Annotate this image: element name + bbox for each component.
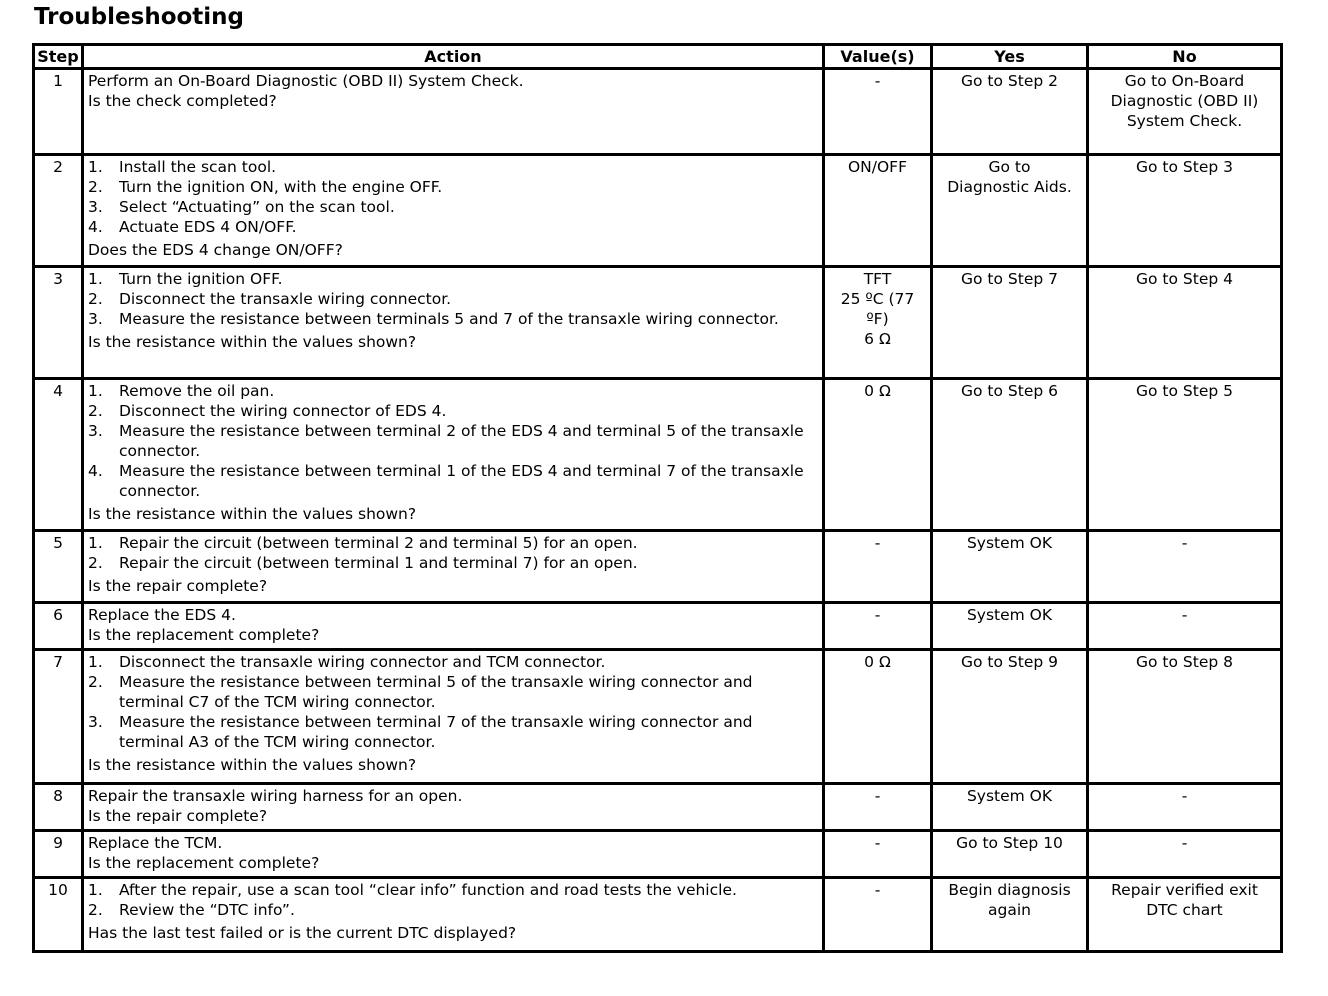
table-row bbox=[34, 155, 1282, 267]
values-cell bbox=[824, 267, 932, 379]
action-intro: Replace the EDS 4. bbox=[88, 606, 236, 624]
list-item bbox=[88, 553, 818, 573]
table-row bbox=[34, 784, 1282, 831]
list-item-text: After the repair, use a scan tool “clear info” function and road tests the vehicle. bbox=[119, 881, 737, 899]
header-step: Step bbox=[34, 45, 83, 69]
values-cell bbox=[824, 831, 932, 878]
list-item bbox=[88, 672, 818, 712]
yes-line: System OK bbox=[966, 606, 1053, 624]
table-row bbox=[34, 267, 1282, 379]
list-item-number: 1. bbox=[88, 382, 103, 400]
list-item-number: 3. bbox=[88, 422, 103, 440]
yes-cell bbox=[932, 155, 1088, 267]
step-cell: 2 bbox=[34, 155, 83, 267]
list-item-number: 4. bbox=[88, 218, 103, 236]
action-intro: Replace the TCM. bbox=[88, 834, 223, 852]
table-row bbox=[34, 831, 1282, 878]
list-item-number: 2. bbox=[88, 554, 103, 572]
yes-cell bbox=[932, 603, 1088, 650]
step-cell: 8 bbox=[34, 784, 83, 831]
list-item bbox=[88, 289, 818, 309]
action-question: Does the EDS 4 change ON/OFF? bbox=[88, 241, 343, 259]
no-line: Go to On-Board bbox=[1124, 72, 1245, 90]
action-cell bbox=[83, 379, 824, 531]
list-item bbox=[88, 900, 818, 920]
yes-cell bbox=[932, 267, 1088, 379]
values-cell bbox=[824, 878, 932, 952]
list-item-text: Select “Actuating” on the scan tool. bbox=[119, 198, 395, 216]
action-steps-list bbox=[88, 880, 818, 920]
value-line: 25 ºC (77 bbox=[840, 290, 915, 308]
action-steps-list bbox=[88, 269, 818, 329]
list-item-number: 1. bbox=[88, 653, 103, 671]
list-item bbox=[88, 177, 818, 197]
table-row bbox=[34, 878, 1282, 952]
list-item-number: 1. bbox=[88, 270, 103, 288]
step-cell: 3 bbox=[34, 267, 83, 379]
step-cell: 10 bbox=[34, 878, 83, 952]
list-item-number: 3. bbox=[88, 198, 103, 216]
list-item-text: Repair the circuit (between terminal 2 and terminal 5) for an open. bbox=[119, 534, 638, 552]
action-question: Is the check completed? bbox=[88, 92, 277, 110]
troubleshooting-table bbox=[32, 43, 1283, 953]
header-values: Value(s) bbox=[824, 45, 932, 69]
table-row bbox=[34, 379, 1282, 531]
no-cell bbox=[1088, 69, 1282, 155]
yes-cell bbox=[932, 69, 1088, 155]
list-item-text: Disconnect the wiring connector of EDS 4. bbox=[119, 402, 447, 420]
yes-line: Go to Step 6 bbox=[961, 382, 1058, 400]
action-question: Is the resistance within the values shown? bbox=[88, 756, 417, 774]
list-item-text: Disconnect the transaxle wiring connector and TCM connector. bbox=[119, 653, 606, 671]
list-item bbox=[88, 157, 818, 177]
action-intro: Repair the transaxle wiring harness for an open. bbox=[88, 787, 463, 805]
yes-line: System OK bbox=[966, 787, 1053, 805]
list-item-text: Review the “DTC info”. bbox=[119, 901, 295, 919]
list-item-text: Remove the oil pan. bbox=[119, 382, 275, 400]
yes-line: Go to bbox=[988, 158, 1031, 176]
list-item bbox=[88, 652, 818, 672]
action-question: Has the last test failed or is the current DTC displayed? bbox=[88, 924, 517, 942]
step-cell: 5 bbox=[34, 531, 83, 603]
yes-line: System OK bbox=[966, 534, 1053, 552]
yes-cell bbox=[932, 878, 1088, 952]
value-line: - bbox=[874, 787, 881, 805]
list-item-text: Measure the resistance between terminals 5 and 7 of the transaxle wiring connector. bbox=[119, 310, 779, 328]
yes-cell bbox=[932, 531, 1088, 603]
list-item-text: Install the scan tool. bbox=[119, 158, 277, 176]
action-cell bbox=[83, 531, 824, 603]
step-cell: 9 bbox=[34, 831, 83, 878]
value-line: - bbox=[874, 606, 881, 624]
action-cell bbox=[83, 69, 824, 155]
action-question: Is the resistance within the values shown? bbox=[88, 333, 417, 351]
value-line: ON/OFF bbox=[847, 158, 908, 176]
list-item bbox=[88, 401, 818, 421]
header-action: Action bbox=[83, 45, 824, 69]
list-item bbox=[88, 421, 818, 461]
action-question: Is the replacement complete? bbox=[88, 626, 320, 644]
no-line: Go to Step 3 bbox=[1136, 158, 1233, 176]
value-line: 6 Ω bbox=[864, 330, 891, 348]
no-cell bbox=[1088, 155, 1282, 267]
list-item bbox=[88, 712, 818, 752]
step-cell: 1 bbox=[34, 69, 83, 155]
yes-line: again bbox=[988, 901, 1031, 919]
header-yes: Yes bbox=[932, 45, 1088, 69]
list-item bbox=[88, 461, 818, 501]
action-steps-list bbox=[88, 157, 818, 237]
list-item-number: 1. bbox=[88, 881, 103, 899]
action-steps-list bbox=[88, 533, 818, 573]
no-line: - bbox=[1181, 834, 1188, 852]
action-cell bbox=[83, 878, 824, 952]
no-cell bbox=[1088, 379, 1282, 531]
list-item-text: Measure the resistance between terminal 5 of the transaxle wiring connector and terminal C7 of the TCM wiring connector. bbox=[119, 673, 753, 711]
no-cell bbox=[1088, 603, 1282, 650]
list-item-text: Actuate EDS 4 ON/OFF. bbox=[119, 218, 297, 236]
no-cell bbox=[1088, 267, 1282, 379]
list-item bbox=[88, 269, 818, 289]
no-line: - bbox=[1181, 606, 1188, 624]
table-row bbox=[34, 69, 1282, 155]
table-row bbox=[34, 531, 1282, 603]
list-item-number: 3. bbox=[88, 713, 103, 731]
no-cell bbox=[1088, 531, 1282, 603]
no-line: Go to Step 4 bbox=[1136, 270, 1233, 288]
values-cell bbox=[824, 650, 932, 784]
list-item bbox=[88, 533, 818, 553]
action-intro: Perform an On-Board Diagnostic (OBD II) System Check. bbox=[88, 72, 524, 90]
list-item-number: 2. bbox=[88, 901, 103, 919]
no-line: - bbox=[1181, 787, 1188, 805]
action-steps-list bbox=[88, 652, 818, 752]
action-steps-list bbox=[88, 381, 818, 501]
list-item-text: Measure the resistance between terminal 1 of the EDS 4 and terminal 7 of the transaxle connector. bbox=[119, 462, 804, 500]
value-line: - bbox=[874, 834, 881, 852]
yes-line: Go to Step 10 bbox=[956, 834, 1063, 852]
action-question: Is the repair complete? bbox=[88, 577, 268, 595]
table-body bbox=[34, 69, 1282, 952]
value-line: - bbox=[874, 72, 881, 90]
values-cell bbox=[824, 379, 932, 531]
no-line: Go to Step 8 bbox=[1136, 653, 1233, 671]
value-line: - bbox=[874, 534, 881, 552]
list-item-number: 2. bbox=[88, 673, 103, 691]
list-item-text: Measure the resistance between terminal 2 of the EDS 4 and terminal 5 of the transaxle connector. bbox=[119, 422, 804, 460]
value-line: 0 Ω bbox=[864, 653, 891, 671]
value-line: 0 Ω bbox=[864, 382, 891, 400]
no-cell bbox=[1088, 878, 1282, 952]
list-item-text: Turn the ignition OFF. bbox=[119, 270, 283, 288]
action-cell bbox=[83, 267, 824, 379]
step-cell: 7 bbox=[34, 650, 83, 784]
header-no: No bbox=[1088, 45, 1282, 69]
value-line: - bbox=[874, 881, 881, 899]
no-line: Go to Step 5 bbox=[1136, 382, 1233, 400]
no-line: - bbox=[1181, 534, 1188, 552]
list-item bbox=[88, 381, 818, 401]
action-cell bbox=[83, 784, 824, 831]
values-cell bbox=[824, 531, 932, 603]
list-item-number: 2. bbox=[88, 402, 103, 420]
action-cell bbox=[83, 650, 824, 784]
list-item-number: 2. bbox=[88, 178, 103, 196]
yes-cell bbox=[932, 650, 1088, 784]
no-line: DTC chart bbox=[1146, 901, 1223, 919]
no-cell bbox=[1088, 831, 1282, 878]
list-item bbox=[88, 217, 818, 237]
list-item-number: 1. bbox=[88, 158, 103, 176]
step-cell: 4 bbox=[34, 379, 83, 531]
list-item-text: Disconnect the transaxle wiring connector. bbox=[119, 290, 452, 308]
list-item-number: 3. bbox=[88, 310, 103, 328]
yes-line: Go to Step 9 bbox=[961, 653, 1058, 671]
no-line: Diagnostic (OBD II) bbox=[1110, 92, 1259, 110]
values-cell bbox=[824, 603, 932, 650]
values-cell bbox=[824, 155, 932, 267]
page-title: Troubleshooting bbox=[34, 4, 245, 30]
values-cell bbox=[824, 784, 932, 831]
no-cell bbox=[1088, 784, 1282, 831]
list-item-number: 2. bbox=[88, 290, 103, 308]
action-question: Is the resistance within the values shown? bbox=[88, 505, 417, 523]
values-cell bbox=[824, 69, 932, 155]
list-item bbox=[88, 880, 818, 900]
list-item bbox=[88, 197, 818, 217]
list-item bbox=[88, 309, 818, 329]
list-item-number: 1. bbox=[88, 534, 103, 552]
yes-cell bbox=[932, 784, 1088, 831]
action-cell bbox=[83, 155, 824, 267]
list-item-number: 4. bbox=[88, 462, 103, 480]
table-row bbox=[34, 603, 1282, 650]
list-item-text: Repair the circuit (between terminal 1 and terminal 7) for an open. bbox=[119, 554, 638, 572]
yes-line: Begin diagnosis bbox=[948, 881, 1071, 899]
yes-line: Go to Step 2 bbox=[961, 72, 1058, 90]
no-line: System Check. bbox=[1126, 112, 1243, 130]
value-line: ºF) bbox=[866, 310, 889, 328]
table-row bbox=[34, 650, 1282, 784]
action-question: Is the replacement complete? bbox=[88, 854, 320, 872]
no-cell bbox=[1088, 650, 1282, 784]
action-cell bbox=[83, 831, 824, 878]
yes-line: Diagnostic Aids. bbox=[947, 178, 1072, 196]
action-cell bbox=[83, 603, 824, 650]
table-header-row bbox=[34, 45, 1282, 69]
yes-cell bbox=[932, 379, 1088, 531]
step-cell: 6 bbox=[34, 603, 83, 650]
no-line: Repair verified exit bbox=[1111, 881, 1258, 899]
action-question: Is the repair complete? bbox=[88, 807, 268, 825]
list-item-text: Turn the ignition ON, with the engine OFF. bbox=[119, 178, 443, 196]
yes-cell bbox=[932, 831, 1088, 878]
yes-line: Go to Step 7 bbox=[961, 270, 1058, 288]
value-line: TFT bbox=[863, 270, 892, 288]
list-item-text: Measure the resistance between terminal 7 of the transaxle wiring connector and terminal A3 of the TCM wiring connector. bbox=[119, 713, 753, 751]
